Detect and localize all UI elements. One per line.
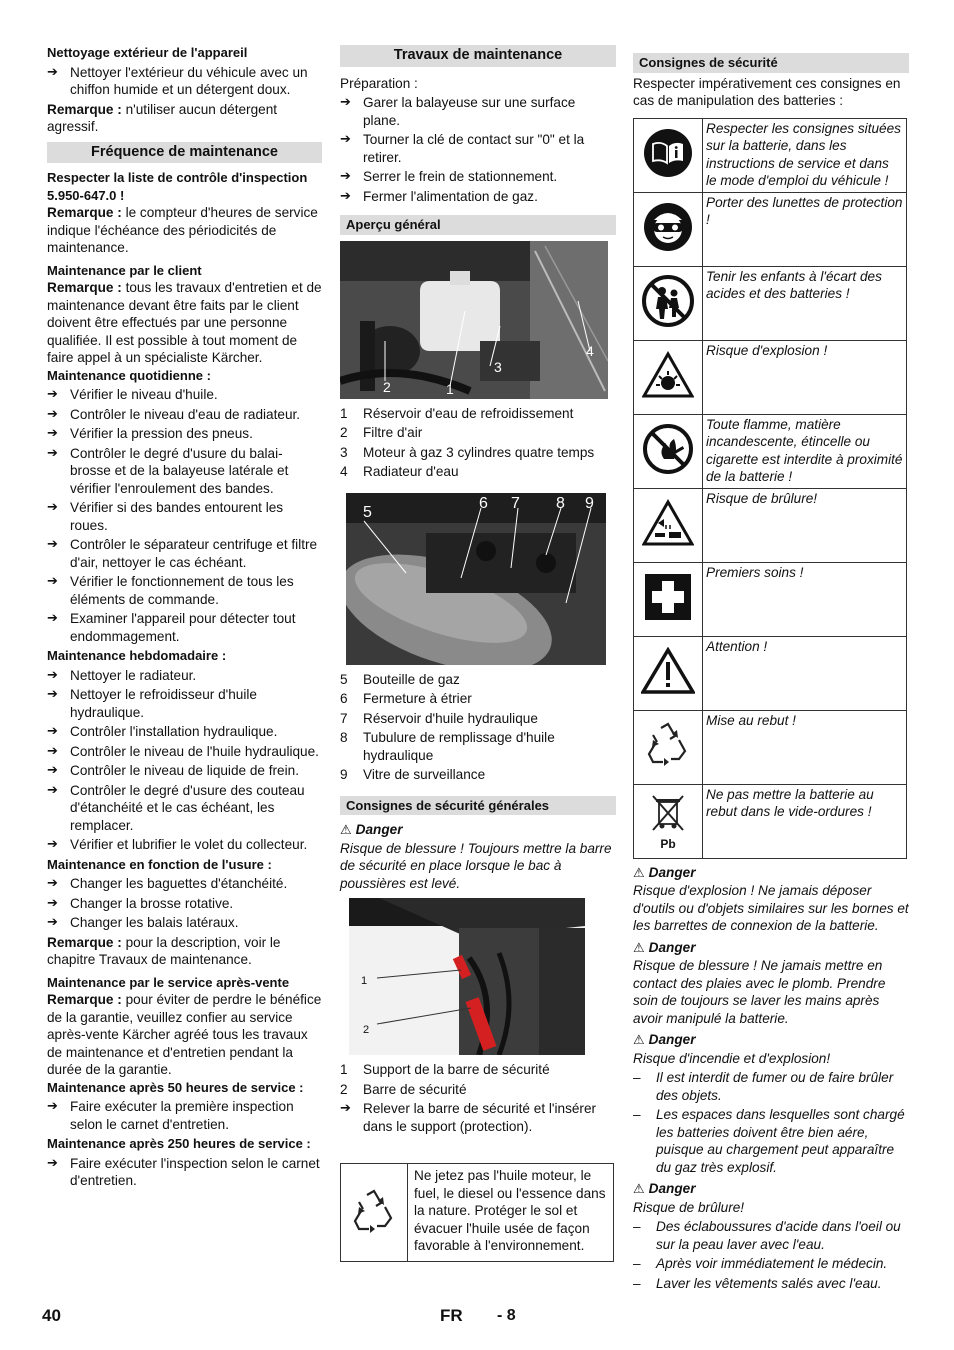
list-item: – Il est interdit de fumer ou de faire brûler des objets. bbox=[633, 1070, 894, 1103]
list-item: ➔ Garer la balayeuse sur une surface plane. bbox=[340, 94, 616, 129]
legend-item: Réservoir d'huile hydraulique bbox=[363, 710, 538, 726]
column-right bbox=[633, 44, 909, 1294]
safety-bar-photo bbox=[349, 898, 585, 1055]
page-subnumber: - 8 bbox=[497, 1307, 516, 1324]
warning-icon: ⚠ bbox=[633, 1182, 645, 1197]
goggles-icon bbox=[634, 192, 703, 266]
callout-6: 6 bbox=[479, 494, 488, 512]
first-aid-icon bbox=[634, 562, 703, 636]
h50-step: ➔ Faire exécuter la première inspection selon le carnet d'entretien. bbox=[47, 1098, 322, 1133]
note-4: Remarque : pour éviter de perdre le bénéfice de la garantie, veuillez confier au service après-vente Kärcher agréé tous les travaux de maintenance et d'entretien pendant la durée de la garantie. bbox=[47, 992, 322, 1077]
callout-8: 8 bbox=[556, 494, 565, 512]
legend-item: Barre de sécurité bbox=[363, 1081, 467, 1097]
prep-label: Préparation : bbox=[340, 75, 418, 91]
engine-photo bbox=[340, 241, 608, 399]
callout-bar-1: 1 bbox=[361, 975, 368, 987]
warning-icon bbox=[634, 636, 703, 710]
list-item: ➔ Contrôler le niveau d'eau de radiateur. bbox=[47, 406, 322, 424]
gas-bottle-illustration bbox=[346, 493, 606, 665]
language-code: FR bbox=[440, 1306, 463, 1325]
table-cell: Attention ! bbox=[703, 636, 907, 710]
table-row bbox=[634, 340, 907, 414]
table-cell: Risque d'explosion ! bbox=[703, 340, 907, 414]
maintenance-title: Travaux de maintenance bbox=[340, 45, 616, 67]
callout-9: 9 bbox=[585, 494, 594, 512]
list-item: ➔ Contrôler le niveau de l'huile hydraulique. bbox=[47, 743, 322, 761]
danger-heading: ⚠ Danger bbox=[340, 822, 403, 838]
weekly-list bbox=[47, 667, 322, 854]
exterior-step: ➔ Nettoyer l'extérieur du véhicule avec un chiffon humide et un détergent doux. bbox=[47, 64, 322, 99]
list-item: ➔ Vérifier la pression des pneus. bbox=[47, 425, 322, 443]
callout-5: 5 bbox=[363, 503, 372, 521]
note-1: Remarque : le compteur d'heures de service indique l'échéance des périodicités de maintenance. bbox=[47, 205, 318, 255]
legend-item: Bouteille de gaz bbox=[363, 671, 460, 687]
danger-heading: ⚠ Danger bbox=[633, 1032, 696, 1048]
danger-heading: ⚠ Danger bbox=[633, 939, 696, 956]
service-title: Maintenance par le service après-vente bbox=[47, 974, 290, 990]
table-row bbox=[634, 118, 907, 192]
list-item: ➔ Vérifier si des bandes entourent les roues. bbox=[47, 499, 322, 534]
callout-4: 4 bbox=[586, 342, 594, 359]
checklist-title: Respecter la liste de contrôle d'inspection 5.950-647.0 ! bbox=[47, 170, 308, 203]
gas-bottle-photo bbox=[346, 493, 606, 665]
legend-item: Tubulure de remplissage d'huile hydraulique bbox=[363, 730, 555, 763]
wear-list bbox=[47, 875, 322, 932]
list-item: – Laver les vêtements salés avec l'eau. bbox=[633, 1275, 882, 1291]
danger-text: Risque de blessure ! Ne jamais mettre en contact des plaies avec le plomb. Prendre soin de toujours se laver les mains après avoir manipulé la batterie. bbox=[633, 958, 886, 1026]
table-row bbox=[634, 266, 907, 340]
table-row bbox=[634, 192, 907, 266]
recycle-icon bbox=[341, 1164, 408, 1261]
h250-step: ➔ Faire exécuter l'inspection selon le carnet d'entretien. bbox=[47, 1155, 322, 1190]
table-cell: Porter des lunettes de protection ! bbox=[703, 192, 907, 266]
callout-1: 1 bbox=[446, 380, 454, 397]
general-safety-title: Consignes de sécurité générales bbox=[340, 796, 616, 816]
list-item: ➔ Examiner l'appareil pour détecter tout endommagement. bbox=[47, 610, 322, 645]
list-item: ➔ Changer les baguettes d'étanchéité. bbox=[47, 875, 322, 893]
no-flame-icon bbox=[634, 414, 703, 488]
environment-text: Ne jetez pas l'huile moteur, le fuel, le diesel ou l'essence dans la nature. Protéger le sol et évacuer l'huile usée de façon favorable à l'environnement. bbox=[414, 1168, 606, 1253]
table-row bbox=[634, 636, 907, 710]
legend-item: Fermeture à étrier bbox=[363, 691, 472, 706]
danger-text: Risque d'explosion ! Ne jamais déposer d'outils ou d'objets similaires sur les bornes et les barrettes de connexion de la batterie. bbox=[633, 883, 909, 933]
environment-box bbox=[340, 1163, 614, 1262]
safety-title: Consignes de sécurité bbox=[633, 53, 909, 73]
daily-title: Maintenance quotidienne : bbox=[47, 367, 211, 383]
table-row bbox=[634, 710, 907, 784]
danger-heading: ⚠ Danger bbox=[633, 864, 696, 881]
table-cell: Toute flamme, matière incandescente, étincelle ou cigarette est interdite à proximité de la batterie ! bbox=[703, 414, 907, 488]
client-title: Maintenance par le client bbox=[47, 262, 202, 278]
table-row bbox=[634, 784, 907, 858]
list-item: ➔ Fermer l'alimentation de gaz. bbox=[340, 188, 616, 206]
list-item: ➔ Vérifier le fonctionnement de tous les éléments de commande. bbox=[47, 573, 322, 608]
list-item: ➔ Nettoyer le radiateur. bbox=[47, 667, 322, 685]
list-item: – Des éclaboussures d'acide dans l'oeil ou sur la peau laver avec l'eau. bbox=[633, 1219, 901, 1252]
danger-heading: ⚠ Danger bbox=[633, 1181, 696, 1197]
wear-title: Maintenance en fonction de l'usure : bbox=[47, 856, 272, 872]
table-cell: Risque de brûlure! bbox=[703, 488, 907, 562]
warning-icon: ⚠ bbox=[340, 823, 352, 838]
list-item: – Après voir immédiatement le médecin. bbox=[633, 1256, 888, 1271]
list-item: ➔ Tourner la clé de contact sur "0" et la retirer. bbox=[340, 131, 616, 166]
page-number: 40 bbox=[42, 1306, 61, 1325]
table-cell: Ne pas mettre la batterie au rebut dans le vide-ordures ! bbox=[703, 784, 907, 858]
manual-icon bbox=[634, 118, 703, 192]
safety-bar-illustration bbox=[349, 898, 585, 1055]
recycle-icon bbox=[634, 710, 703, 784]
legend-item: Vitre de surveillance bbox=[363, 767, 486, 782]
legend-item: Réservoir d'eau de refroidissement bbox=[363, 405, 574, 421]
table-cell: Tenir les enfants à l'écart des acides et des batteries ! bbox=[703, 266, 907, 340]
legend-item: Support de la barre de sécurité bbox=[363, 1062, 550, 1077]
callout-2: 2 bbox=[383, 378, 391, 395]
callout-bar-2: 2 bbox=[363, 1024, 370, 1036]
warning-icon: ⚠ bbox=[633, 940, 645, 956]
engine-illustration bbox=[340, 241, 608, 399]
battery-safety-table bbox=[633, 118, 907, 859]
table-cell: Mise au rebut ! bbox=[703, 710, 907, 784]
list-item: ➔ Contrôler le degré d'usure des couteau d'étanchéité et le cas échéant, les remplacer. bbox=[47, 782, 322, 835]
list-item: ➔ Contrôler le degré d'usure du balai-brosse et de la balayeuse latérale et vérifier l'enroulement des bandes. bbox=[47, 445, 322, 498]
list-item: ➔ Changer la brosse rotative. bbox=[47, 895, 322, 913]
warning-icon: ⚠ bbox=[633, 1033, 645, 1048]
warning-icon: ⚠ bbox=[633, 865, 645, 881]
list-item: ➔ Contrôler le niveau de liquide de frein. bbox=[47, 762, 322, 780]
table-cell: Premiers soins ! bbox=[703, 562, 907, 636]
table-row bbox=[634, 414, 907, 488]
legend-item: Filtre d'air bbox=[363, 425, 423, 440]
list-item: ➔ Vérifier et lubrifier le volet du collecteur. bbox=[47, 836, 322, 854]
no-bin-icon bbox=[634, 784, 703, 858]
note-2: Remarque : tous les travaux d'entretien et de maintenance devant être faits par le client doivent être effectués par une personne qualifiée. Il est possible à tout moment de faire appel à un spécialiste Kärcher. bbox=[47, 280, 322, 365]
danger-text: Risque d'incendie et d'explosion! bbox=[633, 1050, 831, 1066]
freq-title: Fréquence de maintenance bbox=[47, 142, 322, 164]
list-item: ➔ Nettoyer le refroidisseur d'huile hydraulique. bbox=[47, 686, 322, 721]
list-item: ➔ Vérifier le niveau d'huile. bbox=[47, 386, 322, 404]
danger-text: Risque de brûlure! bbox=[633, 1199, 745, 1215]
legend-item: Moteur à gaz 3 cylindres quatre temps bbox=[363, 444, 595, 460]
list-item: – Les espaces dans lesquelles sont chargé les batteries doivent être bien aére, puisque au chargement peut apparaître du gaz très explosif. bbox=[633, 1107, 905, 1175]
note-3: Remarque : pour la description, voir le chapitre Travaux de maintenance. bbox=[47, 934, 281, 967]
list-item: ➔ Contrôler l'installation hydraulique. bbox=[47, 723, 322, 741]
safety-bar-step: ➔ Relever la barre de sécurité et l'insérer dans le support (protection). bbox=[340, 1100, 616, 1135]
h250-title: Maintenance après 250 heures de service : bbox=[47, 1136, 311, 1151]
daily-list bbox=[47, 386, 322, 645]
exterior-note: Remarque : n'utiliser aucun détergent agressif. bbox=[47, 101, 278, 134]
explosion-icon bbox=[634, 340, 703, 414]
no-children-icon bbox=[634, 266, 703, 340]
danger-text: Risque de blessure ! Toujours mettre la barre de sécurité en place lorsque le bac à poussières est levé. bbox=[340, 840, 612, 891]
pb-label: Pb bbox=[660, 837, 676, 852]
table-cell: Respecter les consignes situées sur la batterie, dans les instructions de service et dans le mode d'emploi du véhicule ! bbox=[703, 118, 907, 192]
callout-7: 7 bbox=[511, 494, 520, 512]
callout-3: 3 bbox=[494, 358, 502, 375]
safety-intro: Respecter impérativement ces consignes en cas de manipulation des batteries : bbox=[633, 75, 901, 108]
acid-burn-icon bbox=[634, 488, 703, 562]
list-item: ➔ Serrer le frein de stationnement. bbox=[340, 168, 616, 186]
list-item: ➔ Changer les balais latéraux. bbox=[47, 914, 322, 932]
weekly-title: Maintenance hebdomadaire : bbox=[47, 648, 227, 663]
column-middle: Travaux de maintenance Préparation : ➔ Garer la balayeuse sur une surface plane. ➔ Tourner la clé de contact sur "0" et la retirer. ➔ Serrer le frein de stationnement. ➔ Fermer l'alimentation de gaz. Aperçu général 1 2 3 4 1 Réservoir d'eau de refroidissement 2 Filtre d'air 3 Moteur à gaz 3 cylindres quatre temps 4 Radiateur d'eau 5 6 7 8 9 5 Bouteille de gaz 6 Fermeture à étrier 7 Réservoir d'huile hydraulique 8 Tubulure de remplissage d'huile hydraulique 9 Vitre de surveillance Consignes de sécurité générales ⚠ Danger Risque de blessure ! Toujours mettre la barre de sécurité en place lorsque le bac à poussières est levé. 1 2 1 Support de la barre de sécurité 2 Barre de sécurité ➔ Relever la barre de sécurité et l'insérer dans le support (protection). Ne jetez pas l'huile moteur, le fuel, le diesel ou l'essence dans la nature. Protéger le sol et évacuer l'huile usée de façon favorable à l'environnement. bbox=[340, 44, 616, 1262]
list-item: ➔ Contrôler le séparateur centrifuge et filtre d'air, nettoyer le cas échéant. bbox=[47, 536, 322, 571]
column-left bbox=[47, 44, 322, 1192]
table-row bbox=[634, 488, 907, 562]
h50-title: Maintenance après 50 heures de service : bbox=[47, 1079, 304, 1095]
exterior-title: Nettoyage extérieur de l'appareil bbox=[47, 45, 248, 60]
table-row bbox=[634, 562, 907, 636]
overview-title: Aperçu général bbox=[340, 215, 616, 235]
legend-item: Radiateur d'eau bbox=[363, 464, 459, 479]
